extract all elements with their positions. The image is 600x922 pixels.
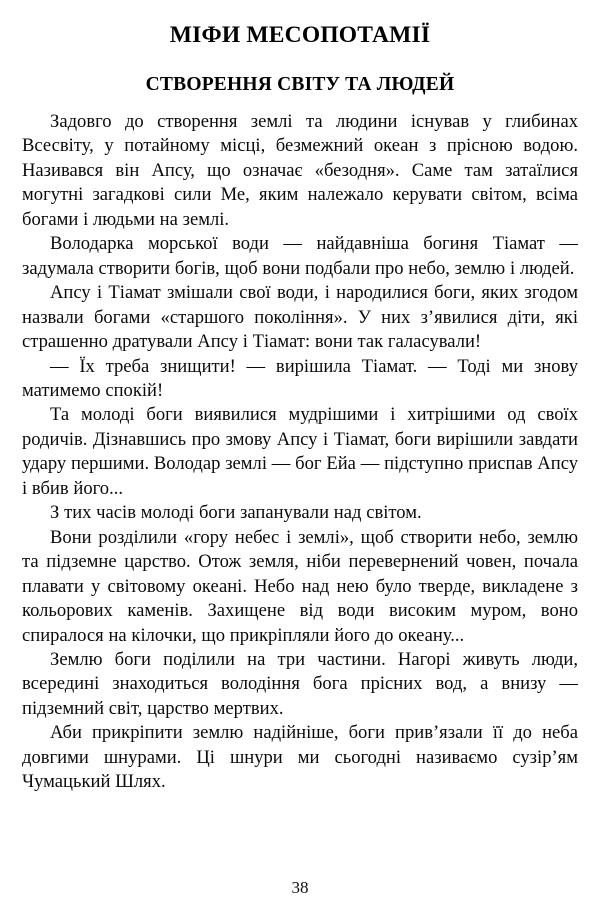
page-title: МІФИ МЕСОПОТАМІЇ bbox=[169, 22, 431, 48]
page-subtitle: СТВОРЕННЯ СВІТУ ТА ЛЮДЕЙ bbox=[145, 73, 455, 95]
paragraph: Аби прикріпити землю надійніше, боги прив’язали її до неба довгими шнурами. Ці шнури ми сьогодні називаємо сузір’ям Чумацький Шлях. bbox=[22, 722, 578, 793]
paragraph: Задовго до створення землі та людини існував у глибинах Всесвіту, у потайному місці, безмежний океан з прісною водою. Називався він Апсу, що означає «безодня». Саме там затаїлися могутні загадкові сили Ме, яким належало керувати світом, всіма богами і людьми на землі. bbox=[22, 111, 578, 230]
paragraph: Землю боги поділили на три частини. Нагорі живуть люди, всередині знаходиться володіння бога прісних вод, а внизу — підземний світ, царство мертвих. bbox=[22, 648, 578, 719]
page-number: 38 bbox=[291, 878, 309, 897]
paragraph-dialogue: — Їх треба знищити! — вирішила Тіамат. — Тоді ми знову матимемо спокій! bbox=[22, 355, 578, 401]
paragraph: Апсу і Тіамат змішали свої води, і народилися боги, яких згодом назвали богами «старшого покоління». У них з’явилися діти, які страшенно дратували Апсу і Тіамат: вони так галасували! bbox=[22, 282, 578, 353]
page-content bbox=[22, 0, 578, 795]
paragraph: З тих часів молоді боги запанували над світом. bbox=[50, 502, 422, 524]
body-text bbox=[22, 94, 578, 795]
paragraph: Та молоді боги виявилися мудрішими і хитрішими од своїх родичів. Дізнавшись про змову Апсу і Тіамат, боги вирішили завдати удару першими. Володар землі — бог Ейа — підступно приспав Апсу і вбив його... bbox=[22, 404, 578, 499]
paragraph: Вони розділили «гору небес і землі», щоб створити небо, землю та підземне царство. Отож земля, ніби перевернений човен, почала плавати у світовому океані. Небо над нею було тверде, викладене з кольорових каменів. Захищене від води високим муром, воно спиралося на кілочки, що прикріпляли його до океану... bbox=[22, 526, 578, 646]
paragraph: Володарка морської води — найдавніша богиня Тіамат — задумала створити богів, щоб вони подбали про небо, землю і людей. bbox=[22, 233, 578, 279]
